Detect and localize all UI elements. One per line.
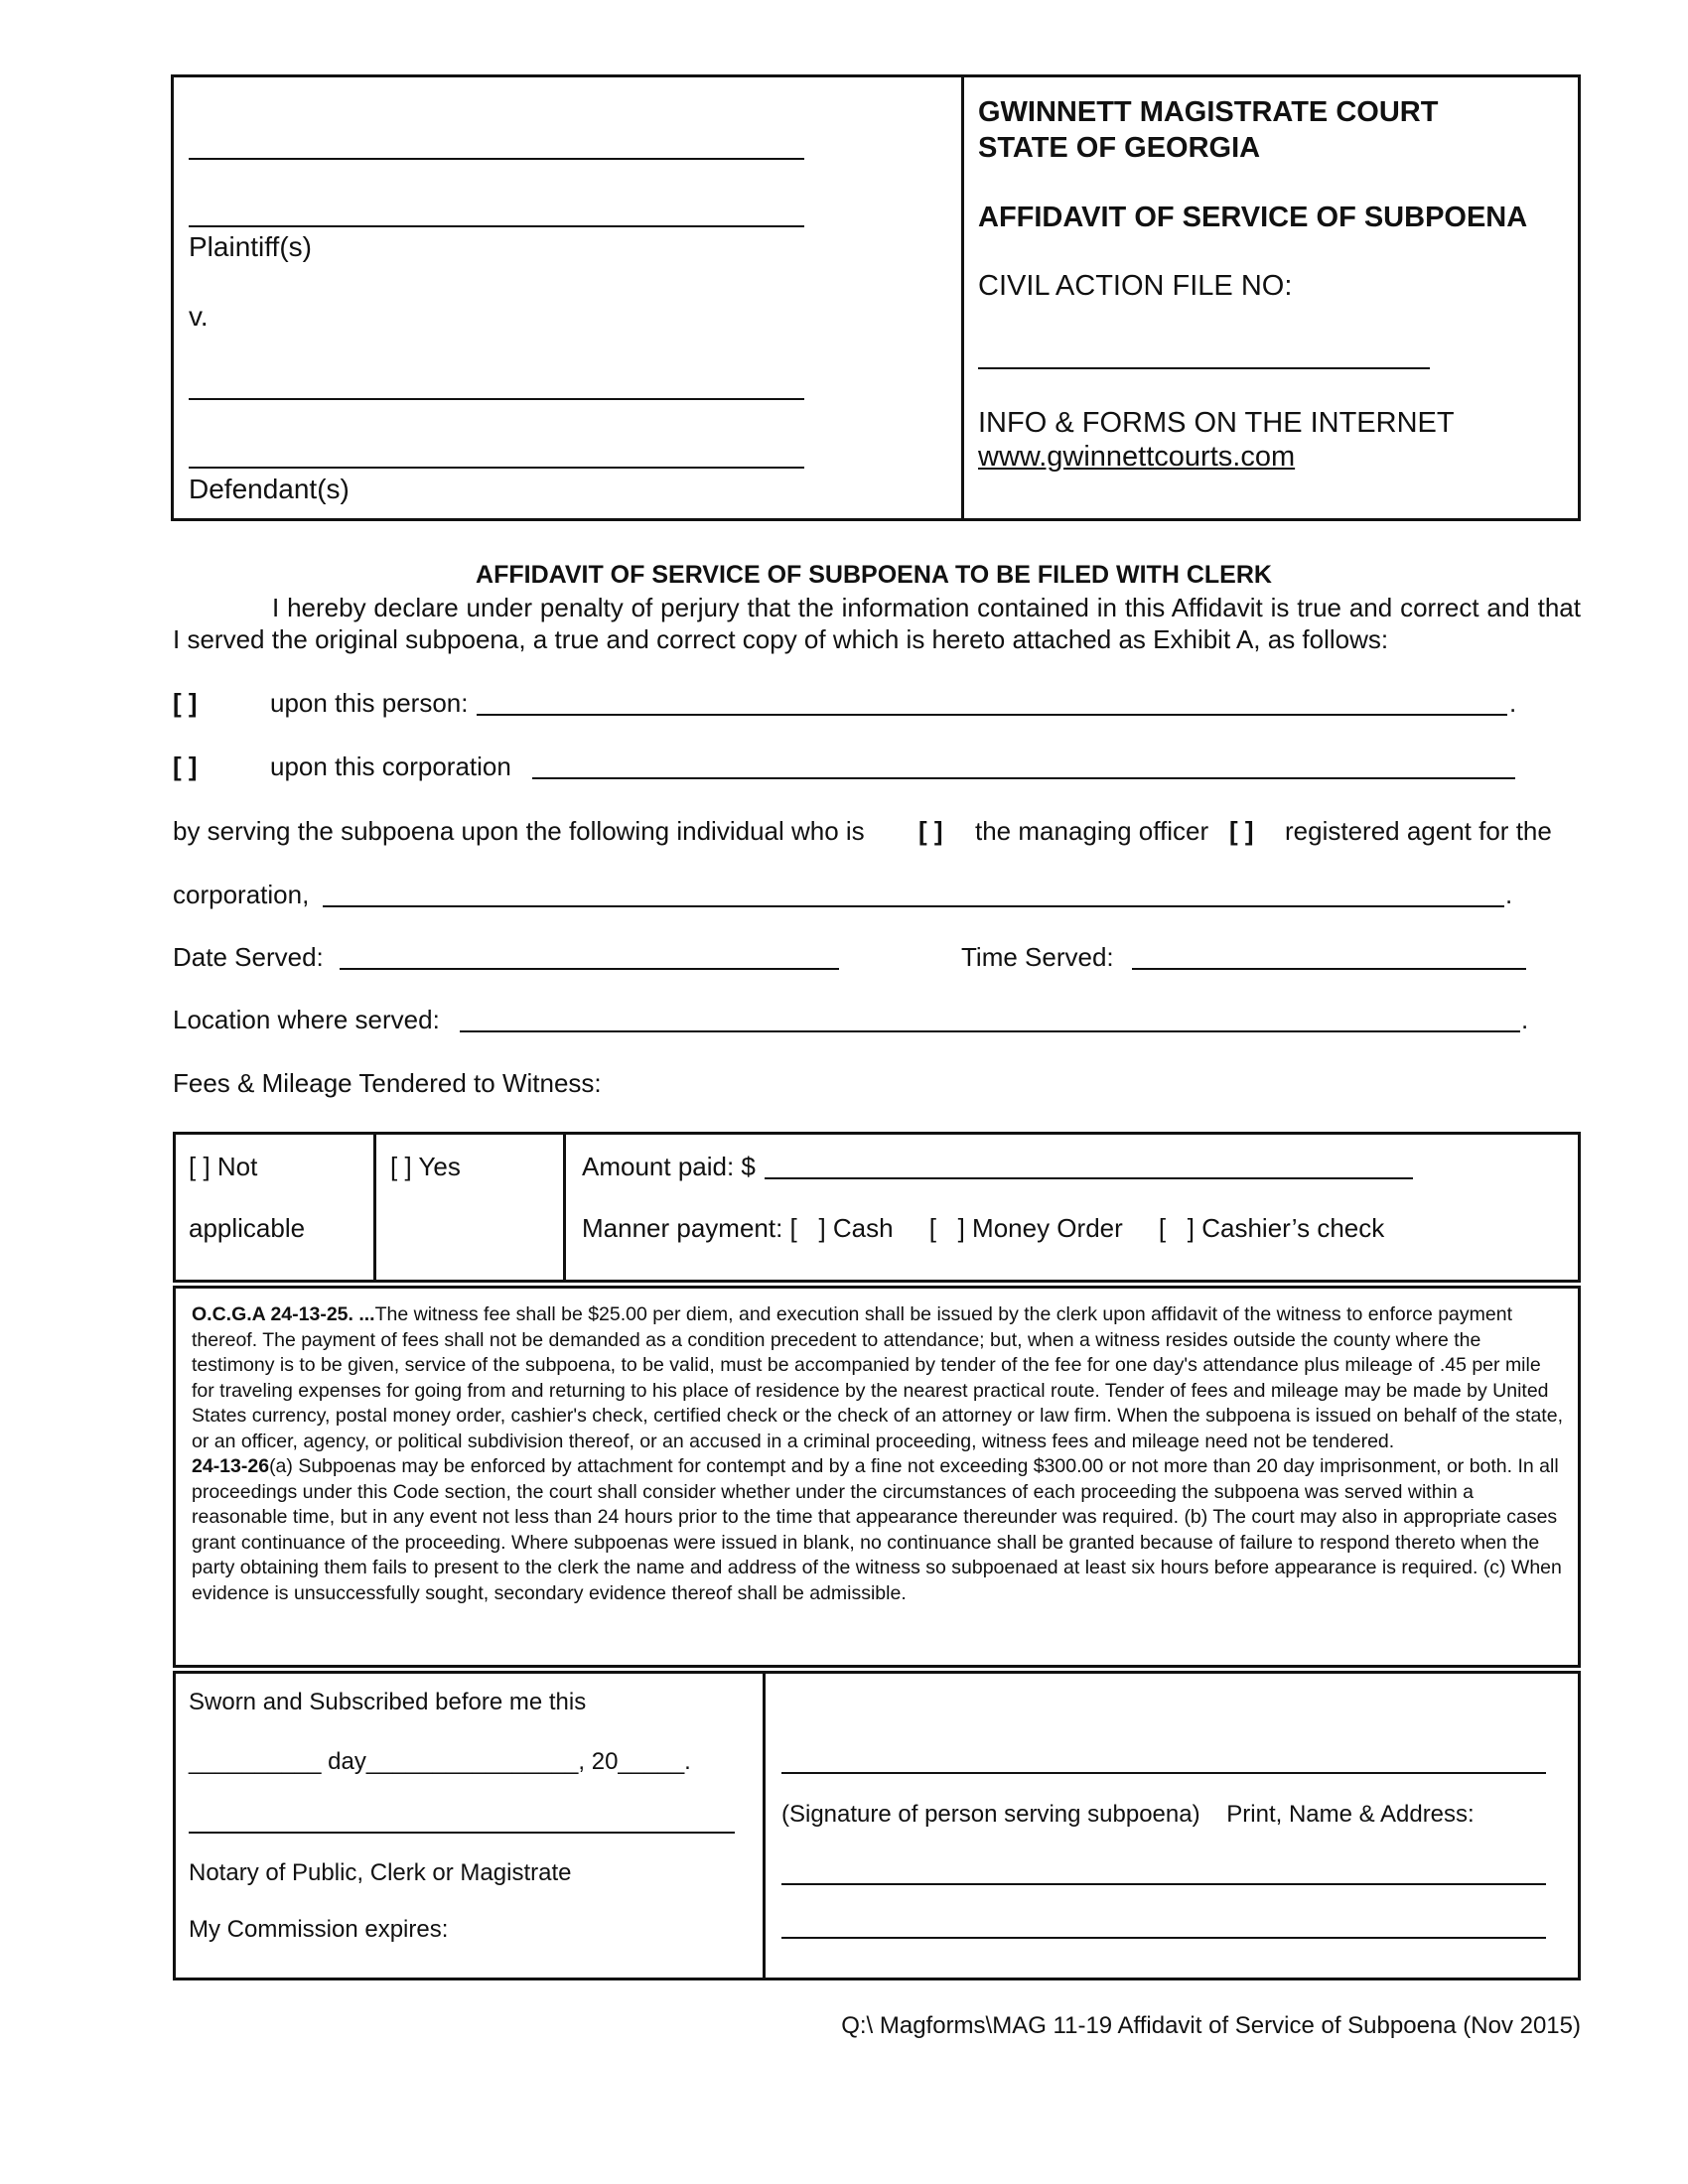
server-signature-line[interactable] <box>781 1772 1546 1774</box>
civil-action-label: CIVIL ACTION FILE NO: <box>978 270 1293 302</box>
plaintiff-line-2[interactable] <box>189 225 804 227</box>
date-served-line[interactable] <box>340 968 839 970</box>
info-label: INFO & FORMS ON THE INTERNET <box>978 407 1455 439</box>
manner-payment-options[interactable]: Manner payment: [ ] Cash [ ] Money Order [ ] Cashier’s check <box>582 1213 1385 1243</box>
address-line-1[interactable] <box>781 1883 1546 1885</box>
commission-label: My Commission expires: <box>189 1916 449 1943</box>
corporation-comma-label: corporation, <box>173 880 310 909</box>
fees-divider-2 <box>563 1132 566 1283</box>
corporation-label: upon this corporation <box>270 751 511 781</box>
serving-text: by serving the subpoena upon the following individual who is <box>173 816 865 846</box>
notary-label: Notary of Public, Clerk or Magistrate <box>189 1859 572 1886</box>
person-period: . <box>1509 688 1517 718</box>
ocga-24-13-25 <box>192 1302 1564 1454</box>
caption-divider <box>961 74 964 521</box>
managing-officer-label: the managing officer <box>975 816 1209 846</box>
amount-paid-line[interactable] <box>765 1177 1413 1179</box>
declaration-text: I hereby declare under penalty of perjury that the information contained in this Affidavit is true and correct and that I served the original subpoena, a true and correct copy of which is hereto attached as Exhibit A, as follows: <box>173 593 1581 654</box>
form-reference: Q:\ Magforms\MAG 11-19 Affidavit of Service of Subpoena (Nov 2015) <box>841 2012 1581 2039</box>
court-name: GWINNETT MAGISTRATE COURT <box>978 96 1439 128</box>
sworn-text: Sworn and Subscribed before me this <box>189 1689 587 1715</box>
day-line[interactable]: __________ day________________, 20_____. <box>189 1748 691 1775</box>
individual-line[interactable] <box>323 905 1504 907</box>
notary-signature-line[interactable] <box>189 1832 735 1834</box>
yes-option[interactable]: [ ] Yes <box>390 1152 461 1181</box>
fees-label: Fees & Mileage Tendered to Witness: <box>173 1068 602 1098</box>
individual-period: . <box>1505 880 1513 909</box>
fees-divider-1 <box>373 1132 376 1283</box>
signature-divider <box>763 1671 766 1980</box>
registered-agent-checkbox[interactable]: [ ] <box>1229 816 1254 846</box>
not-applicable-option[interactable]: [ ] Not <box>189 1152 258 1181</box>
plaintiff-line-1[interactable] <box>189 158 804 160</box>
ocga-24-13-26-heading: 24-13-26 <box>192 1455 270 1477</box>
defendant-line-1[interactable] <box>189 398 804 400</box>
ocga-24-13-25-heading: O.C.G.A 24-13-25. ... <box>192 1303 375 1325</box>
corporation-line[interactable] <box>532 777 1515 779</box>
date-served-label: Date Served: <box>173 942 324 972</box>
form-title: AFFIDAVIT OF SERVICE OF SUBPOENA <box>978 202 1528 233</box>
court-state: STATE OF GEORGIA <box>978 132 1261 164</box>
location-line[interactable] <box>460 1030 1520 1032</box>
website-link[interactable]: www.gwinnettcourts.com <box>978 441 1296 473</box>
ocga-24-13-25-text: The witness fee shall be $25.00 per diem, and execution shall be issued by the clerk upon affidavit of the witness to enforce payment thereof. The payment of fees shall not be demanded as a condition precedent to attendance; but, when a witness resides outside the county where the testimony is to be given, service of the subpoena, to be valid, must be accompanied by tender of the fee for one day's attendance plus mileage of .45 per mile for traveling expenses for going from and returning to his place of residence by the nearest practical route. Tender of fees and mileage may be made by United States currency, postal money order, cashier's check, certified check or the check of an attorney or law firm. When the subpoena is issued on behalf of the state, or an officer, agency, or political subdivision thereof, or an accused in a criminal proceeding, witness fees and mileage need not be tendered. <box>192 1303 1563 1452</box>
civil-action-number-line[interactable] <box>978 367 1430 369</box>
ocga-24-13-26-text: (a) Subpoenas may be enforced by attachment for contempt and by a fine not exceeding $300.00 or not more than 20 day imprisonment, or both. In all proceedings under this Code section, the court shall consider whether under the circumstances of each proceeding the subpoena was served within a reasonable time, but in any event not less than 24 hours prior to the time that appearance thereunder was required. (b) The court may also in appropriate cases grant continuance of the proceeding. Where subpoenas were issued in blank, no continuance shall be granted because of failure to respond thereto when the party obtaining them fails to present to the clerk the name and address of the witness so subpoenaed at least six hours before appearance is required. (c) When evidence is unsuccessfully sought, secondary evidence thereof shall be admissible. <box>192 1455 1562 1604</box>
time-served-line[interactable] <box>1132 968 1526 970</box>
defendant-label: Defendant(s) <box>189 474 350 504</box>
versus-label: v. <box>189 301 209 332</box>
fees-table <box>173 1132 1581 1283</box>
managing-officer-checkbox[interactable]: [ ] <box>918 816 943 846</box>
affidavit-title: AFFIDAVIT OF SERVICE OF SUBPOENA TO BE FILED WITH CLERK <box>476 561 1272 589</box>
address-line-2[interactable] <box>781 1937 1546 1939</box>
caption-box <box>171 74 1581 521</box>
person-line[interactable] <box>477 714 1507 716</box>
person-checkbox[interactable]: [ ] <box>173 688 198 718</box>
defendant-line-2[interactable] <box>189 467 804 469</box>
not-applicable-text: applicable <box>189 1213 306 1243</box>
location-label: Location where served: <box>173 1005 440 1034</box>
person-label: upon this person: <box>270 688 469 718</box>
plaintiff-label: Plaintiff(s) <box>189 231 312 262</box>
time-served-label: Time Served: <box>961 942 1114 972</box>
registered-agent-label: registered agent for the <box>1285 816 1552 846</box>
corporation-checkbox[interactable]: [ ] <box>173 751 198 781</box>
location-period: . <box>1521 1005 1529 1034</box>
signature-caption: (Signature of person serving subpoena) Print, Name & Address: <box>781 1801 1475 1828</box>
amount-paid-label: Amount paid: $ <box>582 1152 756 1181</box>
law-text-box <box>173 1286 1581 1668</box>
ocga-24-13-26 <box>192 1454 1564 1606</box>
